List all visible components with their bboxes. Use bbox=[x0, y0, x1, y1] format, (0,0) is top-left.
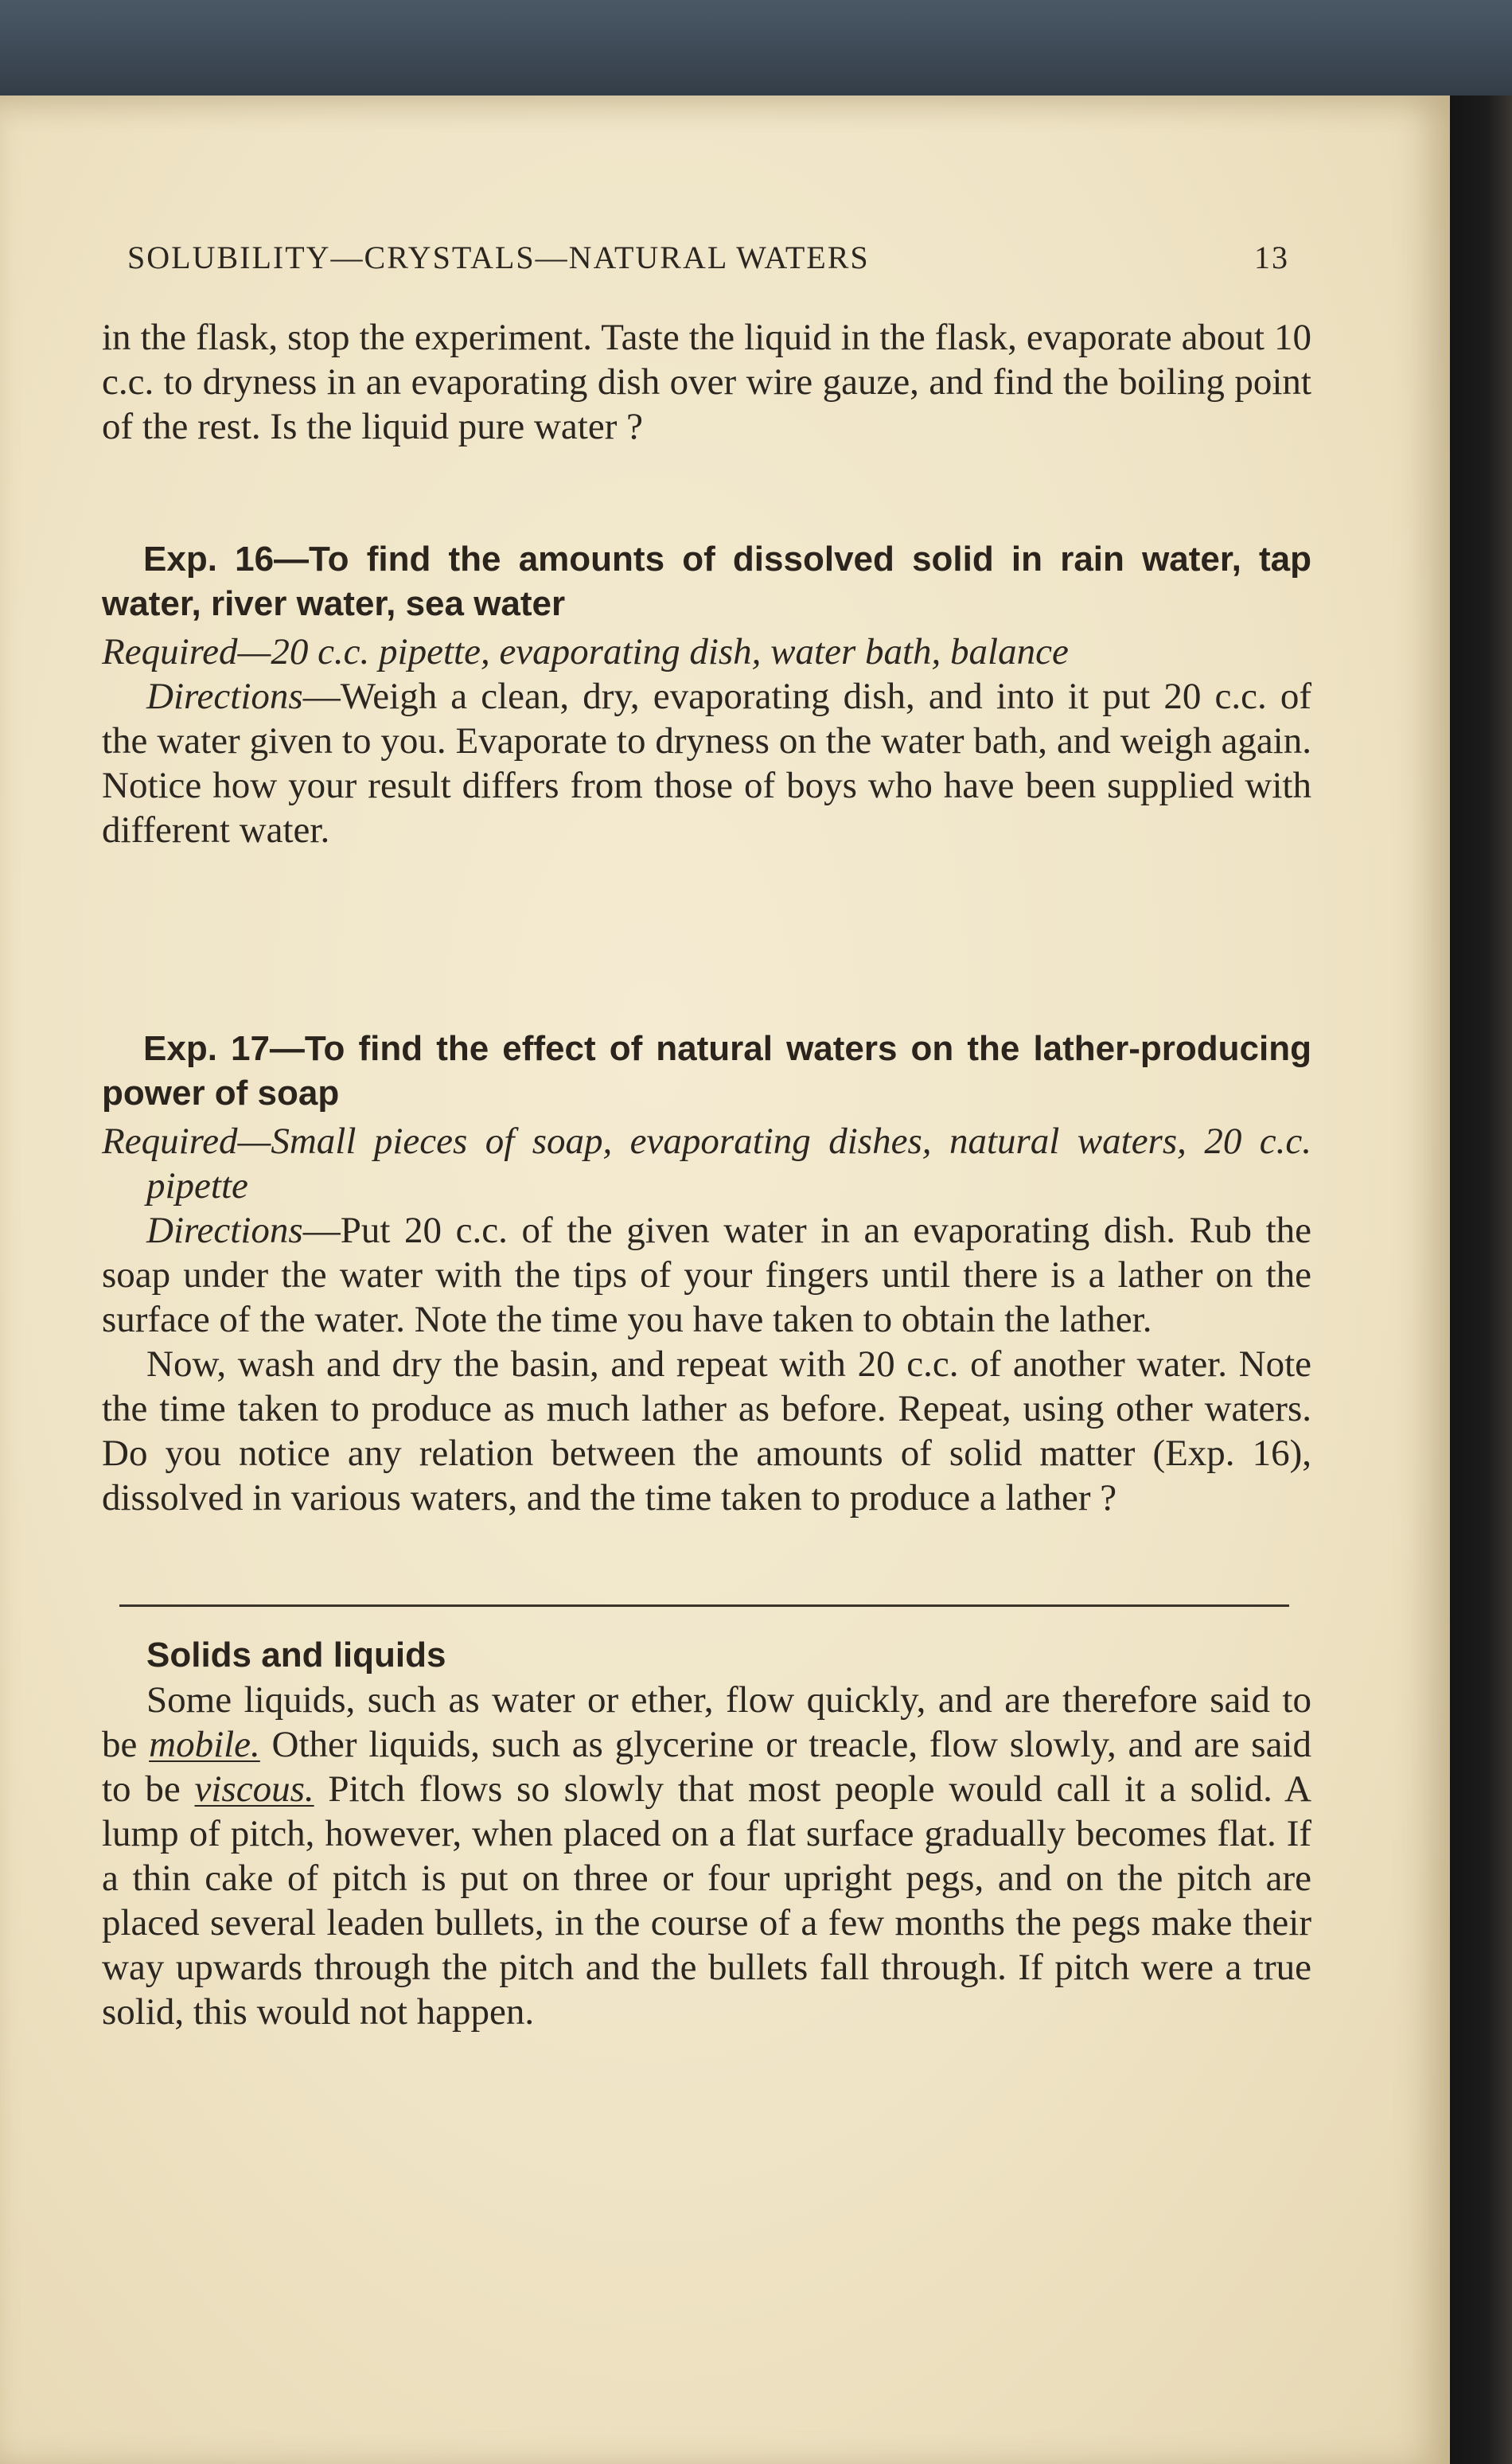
section-heading: Solids and liquids bbox=[146, 1636, 446, 1675]
exp17-required: Required—Small pieces of soap, evaporating dishes, natural waters, 20 c.c. pipette bbox=[102, 1121, 1311, 1207]
exp17-directions-text: —Put 20 c.c. of the given water in an evaporating dish. Rub the soap under the water with the tips of your fingers until there is a lather on the surface of the water. Note the time you have taken to obtain the lather. bbox=[102, 1210, 1311, 1340]
term-mobile: mobile. bbox=[149, 1724, 260, 1765]
section-text-3: Pitch flows so slowly that most people would call it a solid. A lump of pitch, however, when placed on a flat surface gradually becomes flat. If a thin cake of pitch is put on three or four upright pegs, and on the pitch are placed several leaden bullets, in the course of a few months the pegs make their way upwards through the pitch and the bullets fall through. If pitch were a true solid, this would not happen. bbox=[102, 1768, 1312, 2033]
exp17-paragraph-2: Now, wash and dry the basin, and repeat with 20 c.c. of another water. Note the time taken to produce as much lather as before. Repeat, using other waters. Do you notice any relation between the amounts of solid matter (Exp. 16), dissolved in various waters, and the time taken to produce a lather ? bbox=[102, 1343, 1311, 1519]
experiment-17 bbox=[102, 1027, 1311, 1520]
exp16-directions-text: —Weigh a clean, dry, evaporating dish, and into it put 20 c.c. of the water given to you. Evaporate to dryness on the water bath, and weigh again. Notice how your result differs from those of boys who have been supplied with different water. bbox=[102, 676, 1311, 851]
running-header bbox=[127, 239, 1289, 276]
exp17-heading: Exp. 17—To find the effect of natural waters on the lather-producing power of soap bbox=[102, 1029, 1311, 1113]
section-divider bbox=[119, 1604, 1289, 1607]
exp16-directions-label: Directions bbox=[146, 676, 303, 717]
section-paragraph bbox=[102, 1678, 1311, 2034]
book-spine-shadow bbox=[1450, 96, 1512, 2464]
running-title: SOLUBILITY—CRYSTALS—NATURAL WATERS bbox=[127, 240, 870, 275]
section-text-2: Other liquids, such as glycerine or treacle, flow slowly, and are said to be bbox=[102, 1724, 1311, 1810]
section-solids-liquids bbox=[102, 1633, 1311, 2034]
continuation-text: in the flask, stop the experiment. Taste the liquid in the flask, evaporate about 10 c.c. to dryness in an evaporating dish over wire gauze, and find the boiling point of the rest. Is the liquid pure water ? bbox=[102, 317, 1311, 447]
page-number: 13 bbox=[1254, 240, 1289, 275]
exp17-directions bbox=[102, 1208, 1311, 1342]
experiment-16 bbox=[102, 537, 1311, 852]
section-text-1: Some liquids, such as water or ether, flow quickly, and are therefore said to be bbox=[102, 1679, 1311, 1765]
term-viscous: viscous. bbox=[194, 1768, 314, 1810]
page-sheet bbox=[0, 96, 1450, 2464]
exp16-heading: Exp. 16—To find the amounts of dissolved solid in rain water, tap water, river water, sea water bbox=[102, 540, 1311, 623]
continuation-paragraph bbox=[102, 315, 1311, 449]
exp16-required: Required—20 c.c. pipette, evaporating dish, water bath, balance bbox=[102, 631, 1069, 673]
exp17-directions-label: Directions bbox=[146, 1210, 303, 1251]
exp16-directions bbox=[102, 674, 1311, 852]
book-cover-edge bbox=[0, 0, 1512, 111]
